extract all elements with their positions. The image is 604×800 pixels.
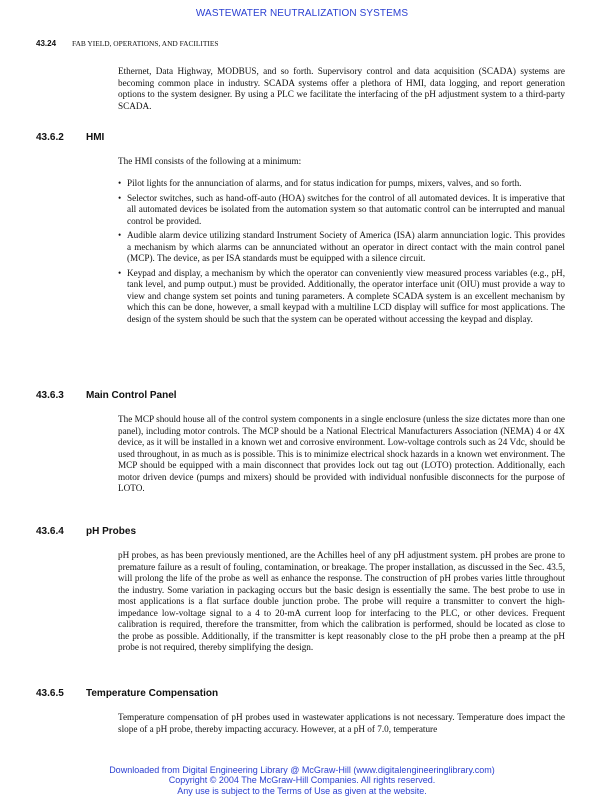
page-number: 43.24 [36,39,57,48]
section-title: HMI [86,132,105,143]
section-number: 43.6.4 [36,526,64,537]
section-title: Temperature Compensation [86,688,219,699]
hmi-lead [118,156,565,168]
section-title: Main Control Panel [86,390,177,401]
hmi-lead-text: The HMI consists of the following at a minimum: [118,156,302,166]
footer-line-2: Copyright © 2004 The McGraw-Hill Companies. All rights reserved. [168,775,436,786]
section-number: 43.6.3 [36,390,64,401]
temperature-text: Temperature compensation of pH probes used in wastewater applications is not necessary. Temperature does impact the slope of a pH probe, thereby impacting accuracy. However, at a pH of 7.0, temperature [118,712,565,734]
mcp-text: The MCP should house all of the control system components in a single enclosure (unless the size dictates more than one panel), including motor controls. The MCP should be a National Electrical Manufacturers Association (NEMA) 4 or 4X device, as it will be installed in a known wet and corrosive environment. Low-voltage controls such as 24 Vdc, should be used throughout, in as much as is possible. This is to minimize electrical shock hazards in a known wet environment. The MCP should be equipped with a main disconnect that provides lock out tag out (LOTO) protection. Additionally, each motor driven device (pumps and mixers) should be provided with individual nonfusible disconnects for the purpose of LOTO. [118,414,565,493]
temperature-paragraph [118,712,565,735]
footer-line-1[interactable]: Downloaded from Digital Engineering Library @ McGraw-Hill (www.digitalengineeringlibrary.com) [109,765,495,775]
list-item: • Keypad and display, a mechanism by which the operator can conveniently view measured process variables (e.g., pH, tank level, and pump output.) must be provided. Additionally, the operator interface unit (OIU) must provide a way to view and change system set points and tuning parameters. A complete SCADA system is an excellent mechanism by which this can be done, however, a small keypad with a multiline LCD display will suffice for most applications. The design of the system should be such that the system can be operated without accessing the keypad and display. [118,268,565,326]
section-title: pH Probes [86,526,137,537]
chapter-banner: WASTEWATER NEUTRALIZATION SYSTEMS [195,8,409,19]
running-head-title: FAB YIELD, OPERATIONS, AND FACILITIES [72,39,219,48]
list-item: • Audible alarm device utilizing standard Instrument Society of America (ISA) alarm annunciation logic. This provides a mechanism by which alarms can be annunciated without an operator in direct contact with the main control panel (MCP). The device, as per ISA standards must be equipped with a silence circuit. [118,230,565,265]
section-heading-ph-probes [36,526,136,537]
footer-line-3: Any use is subject to the Terms of Use as given at the website. [177,785,427,796]
section-heading-hmi [36,132,104,143]
download-footer [0,765,604,796]
ph-probes-paragraph [118,550,565,654]
mcp-paragraph [118,414,565,495]
hmi-bullet-list [118,178,565,328]
ph-probes-text: pH probes, as has been previously mentioned, are the Achilles heel of any pH adjustment system. pH probes are prone to premature failure as a result of fouling, contamination, or breakage. The proper installation, as discussed in the Sec. 43.5, will prolong the life of the probe as well as enhance the response. The construction of pH probes varies little throughout the industry. Some variation in packaging occurs but the basic design is essentially the same. The best probe to use in most applications is a flat surface double junction probe. The probe will require a transmitter to convert the high-impedance low-voltage signal to a 4 to 20-mA current loop for interfacing to the PLC, or other devices. Frequent calibration is required, therefore the transmitter, from which the calibration is performed, should be located as close to the probe as possible. Additionally, if the transmitter is kept reasonably close to the pH probe then a preamp at the pH probe is not required, thereby simplifying the design. [118,550,565,652]
intro-paragraph [118,66,565,112]
list-item: • Pilot lights for the annunciation of alarms, and for status indication for pumps, mixers, valves, and so forth. [118,178,565,190]
section-heading-mcp [36,390,177,401]
list-item: • Selector switches, such as hand-off-auto (HOA) switches for the control of all automated devices. It is imperative that all automated devices be isolated from the automation system so that automatic control can be interrupted and manual control be provided. [118,193,565,228]
intro-text: Ethernet, Data Highway, MODBUS, and so forth. Supervisory control and data acquisition (SCADA) systems are becoming common place in industry. SCADA systems offer a plethora of HMI, data logging, and report generation options to the system designer. By using a PLC we facilitate the interfacing of the pH adjustment system to a third-party SCADA. [118,66,565,111]
section-number: 43.6.5 [36,688,64,699]
section-number: 43.6.2 [36,132,64,143]
section-heading-temperature [36,688,218,699]
running-head [36,39,218,48]
